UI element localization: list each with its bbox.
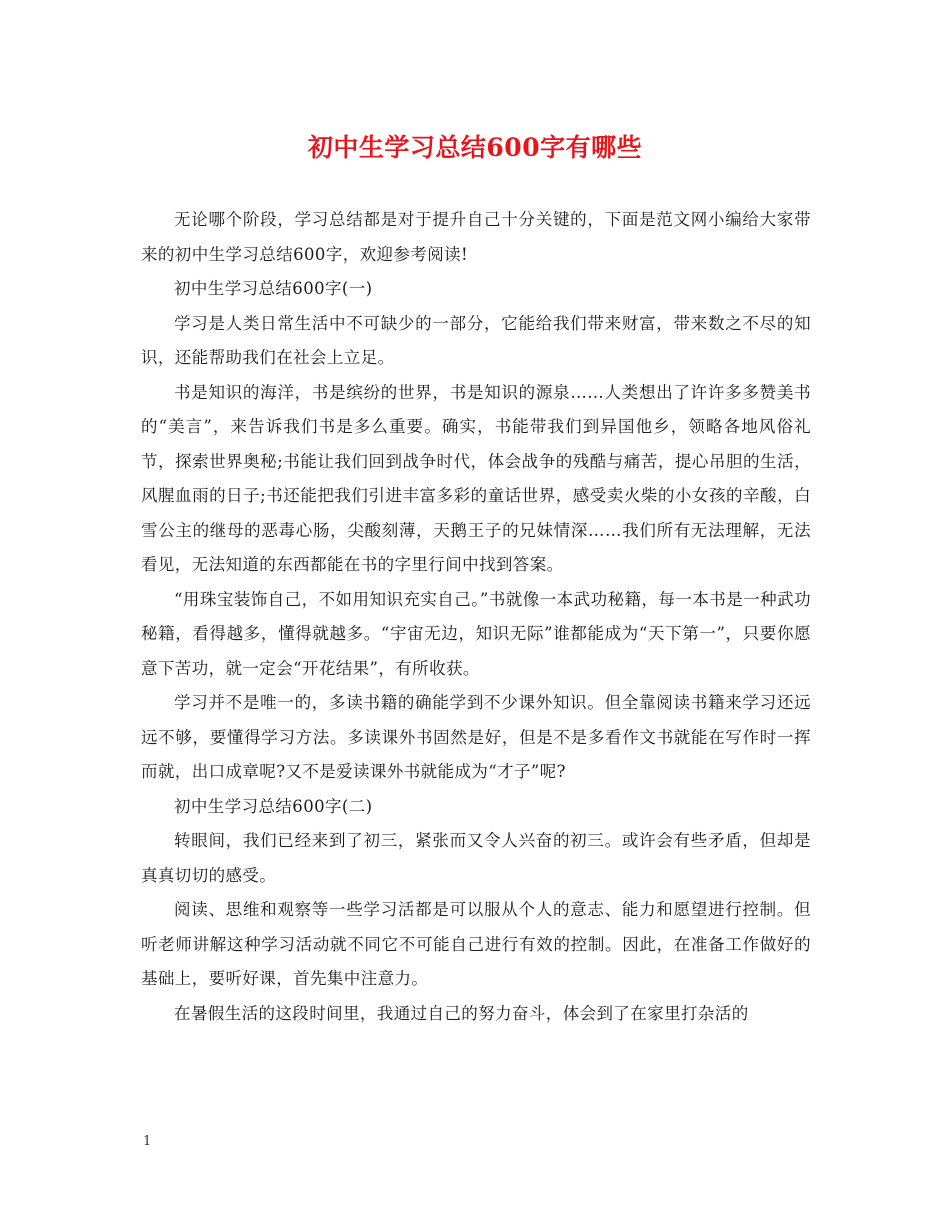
body-paragraph: “用珠宝装饰自己，不如用知识充实自己。”书就像一本武功秘籍，每一本书是一种武功秘籍，看得越多，懂得就越多。“宇宙无边，知识无际”谁都能成为“天下第一”，只要你愿意下苦功，就一定会“开花结果”，有所收获。 xyxy=(141,589,811,678)
body-paragraph: 学习并不是唯一的，多读书籍的确能学到不少课外知识。但全靠阅读书籍来学习还远远不够，要懂得学习方法。多读课外书固然是好，但是不是多看作文书就能在写作时一挥而就，出口成章呢?又不是爱读课外书就能成为“才子”呢? xyxy=(141,693,811,781)
body-paragraph: 书是知识的海洋，书是缤纷的世界，书是知识的源泉……人类想出了许许多多赞美书的“美言”，来告诉我们书是多么重要。确实，书能带我们到异国他乡，领略各地风俗礼节，探索世界奥秘;书能让我们回到战争时代，体会战争的残酷与痛苦，提心吊胆的生活，风腥血雨的日子;书还能把我们引进丰富多彩的童话世界，感受卖火柴的小女孩的辛酸，白雪公主的继母的恶毒心肠，尖酸刻薄，天鹅王子的兄妹情深……我们所有无法理解，无法看见，无法知道的东西都能在书的字里行间中找到答案。 xyxy=(141,382,811,574)
body-paragraph: 在暑假生活的这段时间里，我通过自己的努力奋斗，体会到了在家里打杂活的 xyxy=(174,1003,749,1023)
body-paragraph: 学习是人类日常生活中不可缺少的一部分，它能给我们带来财富，带来数之不尽的知识，还能帮助我们在社会上立足。 xyxy=(141,313,811,367)
body-paragraph: 转眼间，我们已经来到了初三，紧张而又令人兴奋的初三。或许会有些矛盾，但却是真真切切的感受。 xyxy=(141,831,811,885)
body-paragraph: 阅读、思维和观察等一些学习活都是可以服从个人的意志、能力和愿望进行控制。但听老师讲解这种学习活动就不同它不可能自己进行有效的控制。因此，在准备工作做好的基础上，要听好课，首先集中注意力。 xyxy=(141,900,811,988)
document-title: 初中生学习总结600字有哪些 xyxy=(307,133,643,162)
section-heading-one: 初中生学习总结600字(一) xyxy=(174,279,373,298)
page-number: 1 xyxy=(143,1134,152,1149)
document-body xyxy=(141,203,811,1031)
intro-paragraph: 无论哪个阶段，学习总结都是对于提升自己十分关键的，下面是范文网小编给大家带来的初中生学习总结600字，欢迎参考阅读! xyxy=(141,210,811,264)
section-heading-two: 初中生学习总结600字(二) xyxy=(174,796,373,816)
